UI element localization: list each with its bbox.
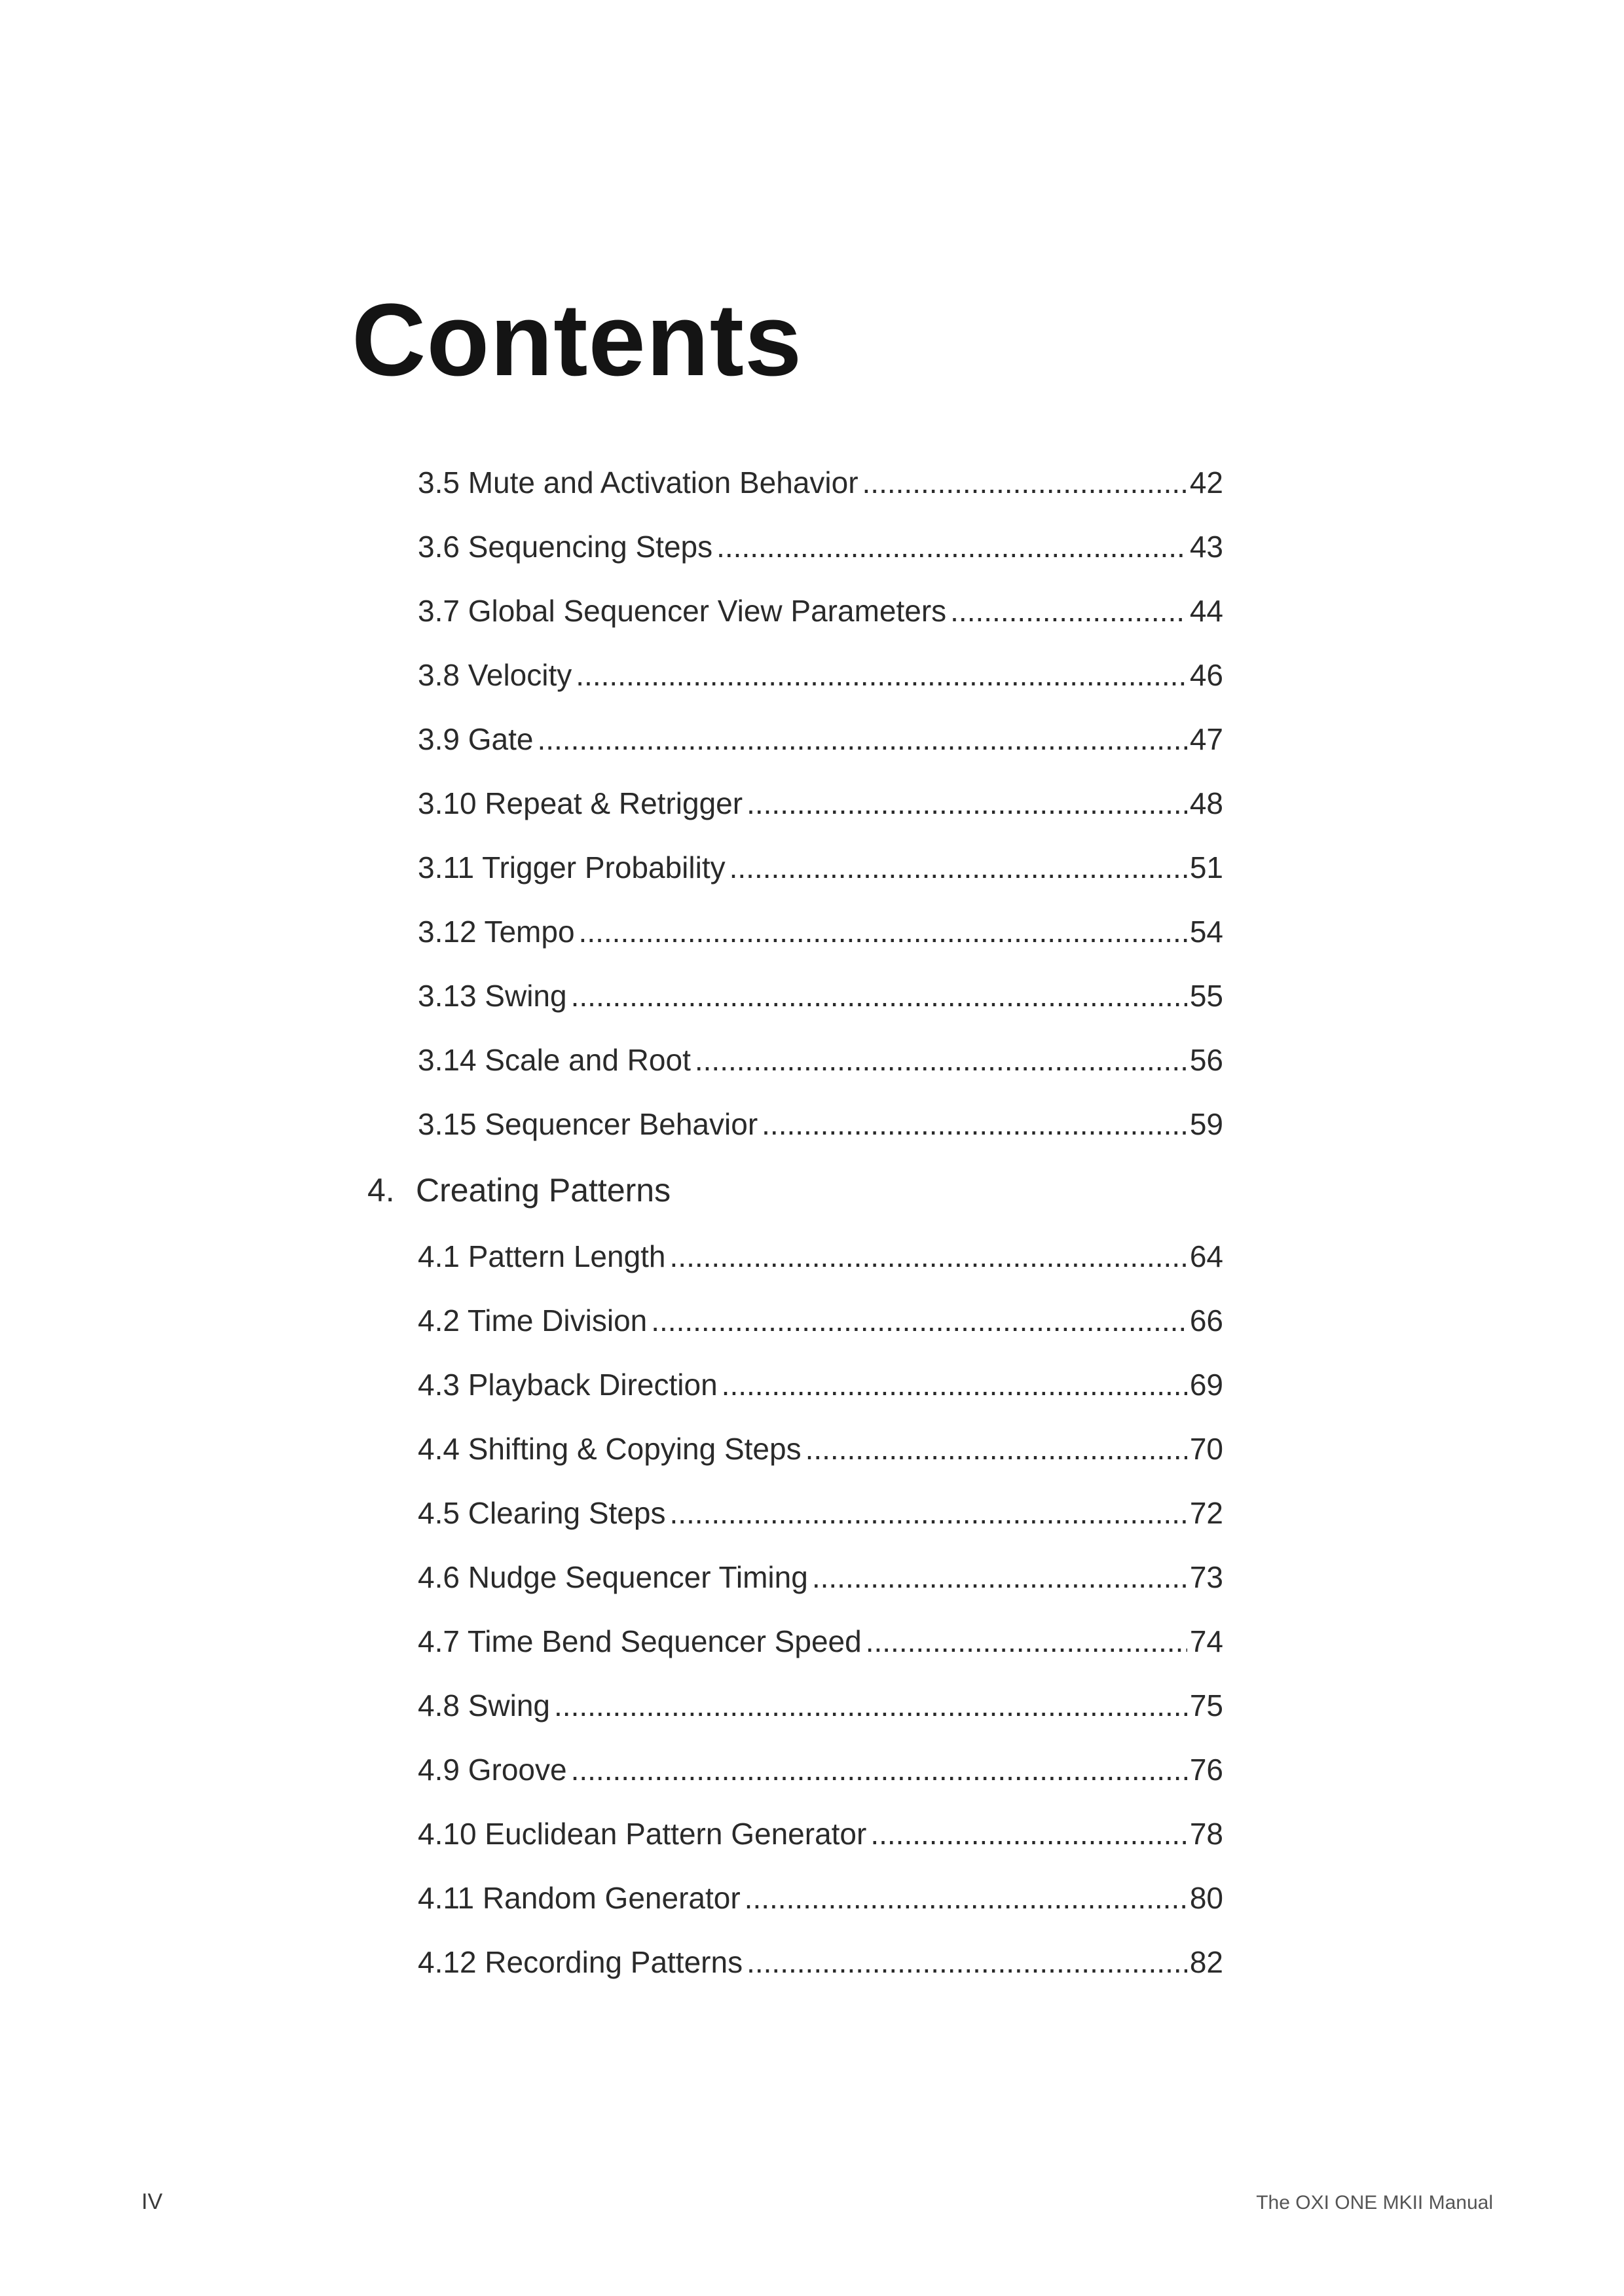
toc-entry-3-9[interactable] xyxy=(418,716,1223,762)
toc-entry-page: 73 xyxy=(1189,1560,1223,1594)
toc-entry-page: 44 xyxy=(1189,594,1223,628)
toc-entry-4-12[interactable] xyxy=(418,1939,1223,1985)
toc-entry-4-1[interactable] xyxy=(418,1233,1223,1279)
toc-entry-4-7[interactable] xyxy=(418,1618,1223,1664)
toc-entry-label: 3.5 Mute and Activation Behavior xyxy=(418,465,858,500)
toc-dot-leader xyxy=(812,1554,1187,1600)
toc-entry-4-6[interactable] xyxy=(418,1554,1223,1600)
toc-entry-label: 4.10 Euclidean Pattern Generator xyxy=(418,1817,867,1851)
toc-dot-leader xyxy=(747,780,1187,826)
toc-entry-label: 3.14 Scale and Root xyxy=(418,1043,691,1077)
toc-entry-page: 82 xyxy=(1189,1945,1223,1979)
toc-entry-3-5[interactable] xyxy=(418,460,1223,505)
toc-dot-leader xyxy=(805,1426,1187,1472)
toc-entry-page: 69 xyxy=(1189,1368,1223,1402)
toc-entry-label: 3.13 Swing xyxy=(418,979,567,1013)
toc-entry-page: 51 xyxy=(1189,850,1223,884)
toc-entry-3-6[interactable] xyxy=(418,524,1223,570)
toc-entry-3-11[interactable] xyxy=(418,845,1223,890)
toc-dot-leader xyxy=(762,1101,1187,1147)
toc-entry-label: 4.4 Shifting & Copying Steps xyxy=(418,1432,802,1466)
toc-dot-leader xyxy=(870,1811,1187,1857)
toc-entry-label: 3.9 Gate xyxy=(418,722,534,756)
toc-dot-leader xyxy=(579,909,1187,955)
toc-entry-label: 4.5 Clearing Steps xyxy=(418,1496,666,1530)
toc-entry-3-14[interactable] xyxy=(418,1037,1223,1083)
toc-entry-page: 46 xyxy=(1189,658,1223,692)
toc-dot-leader xyxy=(576,652,1187,698)
toc-entry-4-10[interactable] xyxy=(418,1811,1223,1857)
toc-entry-3-10[interactable] xyxy=(418,780,1223,826)
toc-entry-label: 3.6 Sequencing Steps xyxy=(418,530,713,564)
toc-dot-leader xyxy=(747,1939,1187,1985)
toc-entry-page: 70 xyxy=(1189,1432,1223,1466)
toc-dot-leader xyxy=(571,973,1187,1019)
toc-dot-leader xyxy=(554,1683,1187,1728)
toc-entry-page: 42 xyxy=(1189,465,1223,500)
toc-entry-label: 4.2 Time Division xyxy=(418,1303,648,1338)
toc-entry-page: 66 xyxy=(1189,1303,1223,1338)
toc-entry-page: 64 xyxy=(1189,1239,1223,1273)
toc-entry-page: 48 xyxy=(1189,786,1223,820)
toc-entry-4-4[interactable] xyxy=(418,1426,1223,1472)
toc-entry-page: 59 xyxy=(1189,1107,1223,1141)
toc-entry-label: 3.7 Global Sequencer View Parameters xyxy=(418,594,947,628)
toc-entry-page: 80 xyxy=(1189,1881,1223,1915)
toc-entry-3-15[interactable] xyxy=(418,1101,1223,1147)
toc-entry-page: 75 xyxy=(1189,1688,1223,1722)
toc-entry-page: 55 xyxy=(1189,979,1223,1013)
toc-entry-3-7[interactable] xyxy=(418,588,1223,634)
toc-entry-page: 72 xyxy=(1189,1496,1223,1530)
toc-entry-label: 3.8 Velocity xyxy=(418,658,572,692)
toc-entry-page: 47 xyxy=(1189,722,1223,756)
toc-entry-page: 54 xyxy=(1189,915,1223,949)
toc-entry-4-2[interactable] xyxy=(418,1298,1223,1343)
toc-entry-page: 43 xyxy=(1189,530,1223,564)
toc-entry-label: 4.8 Swing xyxy=(418,1688,551,1722)
toc-dot-leader xyxy=(862,460,1187,505)
toc-dot-leader xyxy=(571,1747,1187,1793)
toc-dot-leader xyxy=(729,845,1187,890)
page-number: IV xyxy=(141,2189,163,2214)
toc-entry-label: 4.12 Recording Patterns xyxy=(418,1945,743,1979)
running-footer-title: The OXI ONE MKII Manual xyxy=(1256,2192,1493,2214)
toc-entry-page: 78 xyxy=(1189,1817,1223,1851)
toc-entry-label: 4.7 Time Bend Sequencer Speed xyxy=(418,1624,862,1658)
toc-entry-4-5[interactable] xyxy=(418,1490,1223,1536)
toc-entry-label: 3.10 Repeat & Retrigger xyxy=(418,786,743,820)
toc-entry-4-8[interactable] xyxy=(418,1683,1223,1728)
toc-entry-label: 3.11 Trigger Probability xyxy=(418,850,726,884)
toc-entry-3-12[interactable] xyxy=(418,909,1223,955)
toc-entry-3-8[interactable] xyxy=(418,652,1223,698)
toc-entry-label: 4.3 Playback Direction xyxy=(418,1368,718,1402)
toc-dot-leader xyxy=(716,524,1187,570)
toc-entry-label: 4.11 Random Generator xyxy=(418,1881,741,1915)
toc-dot-leader xyxy=(866,1618,1187,1664)
toc-entry-page: 76 xyxy=(1189,1753,1223,1787)
toc-entry-label: 3.12 Tempo xyxy=(418,915,575,949)
toc-dot-leader xyxy=(669,1490,1187,1536)
chapter-title: Creating Patterns xyxy=(416,1172,671,1209)
toc-entry-label: 4.9 Groove xyxy=(418,1753,567,1787)
toc-dot-leader xyxy=(670,1233,1187,1279)
toc-dot-leader xyxy=(950,588,1187,634)
toc-entry-page: 74 xyxy=(1189,1624,1223,1658)
toc-dot-leader xyxy=(651,1298,1187,1343)
toc-dot-leader xyxy=(537,716,1187,762)
page-title: Contents xyxy=(352,283,803,397)
toc-dot-leader xyxy=(722,1362,1187,1408)
toc-entry-4-11[interactable] xyxy=(418,1875,1223,1921)
toc-chapter-4[interactable] xyxy=(367,1164,671,1216)
toc-entry-3-13[interactable] xyxy=(418,973,1223,1019)
toc-dot-leader xyxy=(695,1037,1187,1083)
toc-entry-4-3[interactable] xyxy=(418,1362,1223,1408)
toc-entry-page: 56 xyxy=(1189,1043,1223,1077)
toc-entry-4-9[interactable] xyxy=(418,1747,1223,1793)
toc-entry-label: 4.1 Pattern Length xyxy=(418,1239,666,1273)
toc-dot-leader xyxy=(745,1875,1187,1921)
toc-entry-label: 4.6 Nudge Sequencer Timing xyxy=(418,1560,808,1594)
chapter-number: 4. xyxy=(367,1172,395,1209)
toc-entry-label: 3.15 Sequencer Behavior xyxy=(418,1107,758,1141)
